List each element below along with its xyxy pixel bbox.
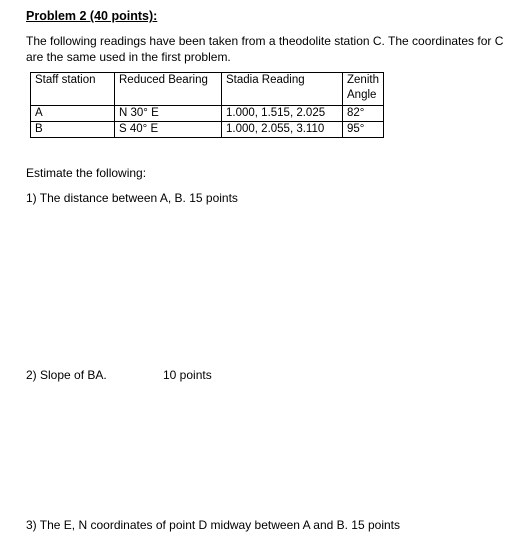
question-3: 3) The E, N coordinates of point D midway between A and B. 15 points xyxy=(26,518,400,532)
table-cell: 1.000, 1.515, 2.025 xyxy=(222,106,343,122)
table-header-cell: Reduced Bearing xyxy=(115,73,222,106)
table-cell: 95° xyxy=(343,122,384,138)
question-1: 1) The distance between A, B. 15 points xyxy=(26,191,238,205)
table-cell: S 40° E xyxy=(115,122,222,138)
problem-title: Problem 2 (40 points): xyxy=(26,9,158,23)
table-cell: 1.000, 2.055, 3.110 xyxy=(222,122,343,138)
table-cell: A xyxy=(31,106,115,122)
estimate-lead: Estimate the following: xyxy=(26,166,147,180)
intro-text-line-2: are the same used in the first problem. xyxy=(26,50,231,64)
table-cell: N 30° E xyxy=(115,106,222,122)
readings-table xyxy=(30,72,384,138)
table-header-cell: Stadia Reading xyxy=(222,73,343,106)
table-cell: B xyxy=(31,122,115,138)
table-row xyxy=(31,122,384,138)
table-cell: 82° xyxy=(343,106,384,122)
table-row xyxy=(31,106,384,122)
question-2-points: 10 points xyxy=(163,368,212,382)
question-2: 2) Slope of BA. xyxy=(26,368,107,382)
intro-text-line-1: The following readings have been taken from a theodolite station C. The coordinates for C xyxy=(26,34,504,48)
table-header-cell: Zenith Angle xyxy=(343,73,384,106)
table-header-cell: Staff station xyxy=(31,73,115,106)
table-header-row xyxy=(31,73,384,106)
